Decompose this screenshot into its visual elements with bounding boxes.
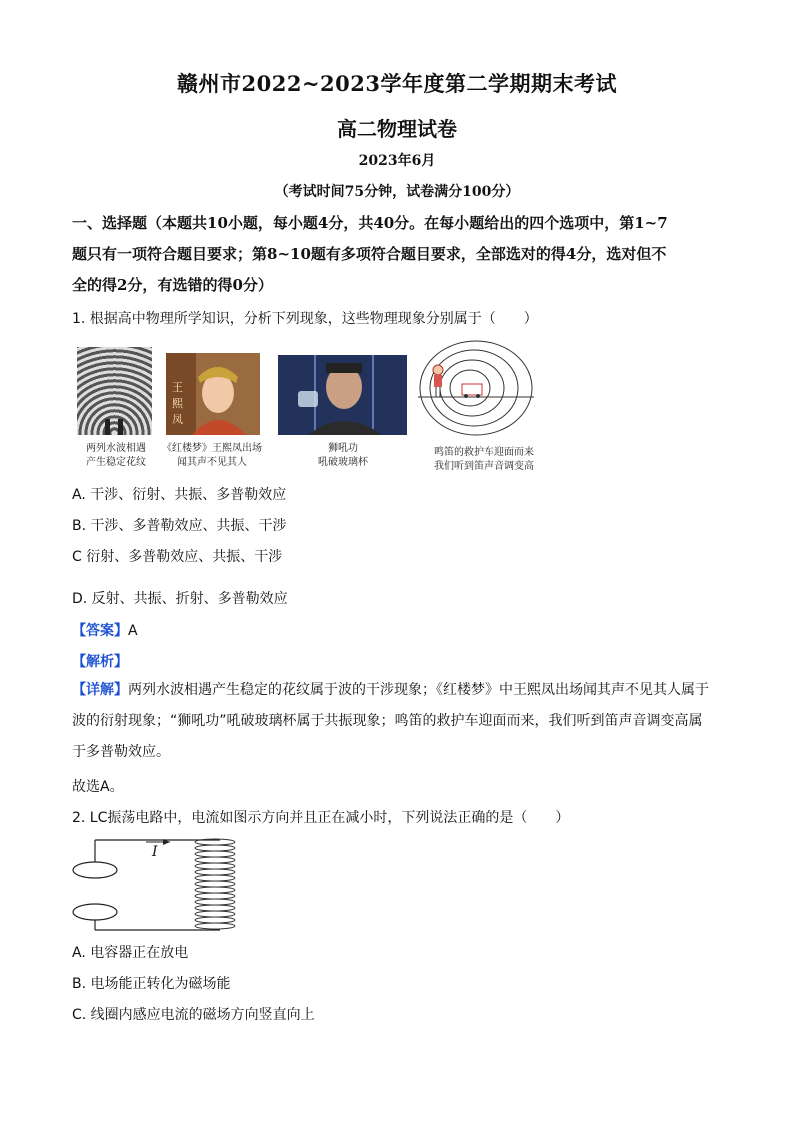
exam-subtitle: 高二物理试卷 xyxy=(337,117,457,141)
ambulance-doppler-image xyxy=(418,340,534,440)
detail-tag: 【详解】 xyxy=(72,682,128,698)
wang-xifeng-image xyxy=(166,353,260,435)
question-1-analysis xyxy=(72,651,128,671)
question-1-stem: 1. 根据高中物理所学知识，分析下列现象，这些物理现象分别属于（ ） xyxy=(72,311,538,327)
image-caption-3: 狮吼功 吼破玻璃杯 xyxy=(318,443,368,468)
question-2-stem: 2. LC振荡电路中，电流如图示方向并且正在减小时，下列说法正确的是（ ） xyxy=(72,810,570,826)
question-1-detail: 【详解】两列水波相遇产生稳定的花纹属于波的干涉现象；《红楼梦》中王熙凤出场闻其声不见其人属于 波的衍射现象；“狮吼功”吼破玻璃杯属于共振现象；鸣笛的救护车迎面而来，我们听到笛声音调变高属 于多普勒效应。 xyxy=(72,682,709,760)
exam-note: （考试时间75分钟，试卷满分100分） xyxy=(274,184,520,200)
image-caption-2: 《红楼梦》王熙凤出场 闻其声不见其人 xyxy=(162,443,262,468)
lc-circuit-diagram xyxy=(70,834,242,934)
question-1-option-d: D. 反射、共振、折射、多普勒效应 xyxy=(72,591,288,607)
image-caption-1: 两列水波相遇 产生稳定花纹 xyxy=(86,443,146,468)
analysis-tag: 【解析】 xyxy=(72,654,128,670)
question-2-option-a: A. 电容器正在放电 xyxy=(72,945,189,961)
answer-tag: 【答案】 xyxy=(72,623,128,639)
exam-date: 2023年6月 xyxy=(358,153,436,169)
lion-roar-image xyxy=(278,355,407,435)
svg-text:凤: 凤 xyxy=(172,413,183,426)
question-1-answer xyxy=(72,620,138,640)
image-caption-4: 鸣笛的救护车迎面而来 我们听到笛声音调变高 xyxy=(434,447,534,472)
section-heading-line2: 题只有一项符合题目要求；第8~10题有多项符合题目要求，全部选对的得4分，选对但不 xyxy=(72,245,667,263)
question-1-conclusion: 故选A。 xyxy=(72,779,124,795)
section-heading-line1: 一、选择题（本题共10小题，每小题4分，共40分。在每小题给出的四个选项中，第1~7 xyxy=(72,214,668,232)
question-2-option-c: C. 线圈内感应电流的磁场方向竖直向上 xyxy=(72,1007,315,1023)
question-1-option-c: C 衍射、多普勒效应、共振、干涉 xyxy=(72,549,283,565)
svg-text:王: 王 xyxy=(172,381,183,394)
water-wave-interference-image xyxy=(77,347,152,435)
section-heading-line3: 全的得2分，有选错的得0分） xyxy=(72,276,273,294)
question-1-option-b: B. 干涉、多普勒效应、共振、干涉 xyxy=(72,518,287,534)
question-2-option-b: B. 电场能正转化为磁场能 xyxy=(72,976,231,992)
question-1-option-a: A. 干涉、衍射、共振、多普勒效应 xyxy=(72,487,287,503)
exam-title: 赣州市2022~2023学年度第二学期期末考试 xyxy=(177,71,617,96)
svg-text:熙: 熙 xyxy=(172,397,183,410)
answer-value: A xyxy=(128,623,138,639)
current-label: I xyxy=(152,844,158,860)
